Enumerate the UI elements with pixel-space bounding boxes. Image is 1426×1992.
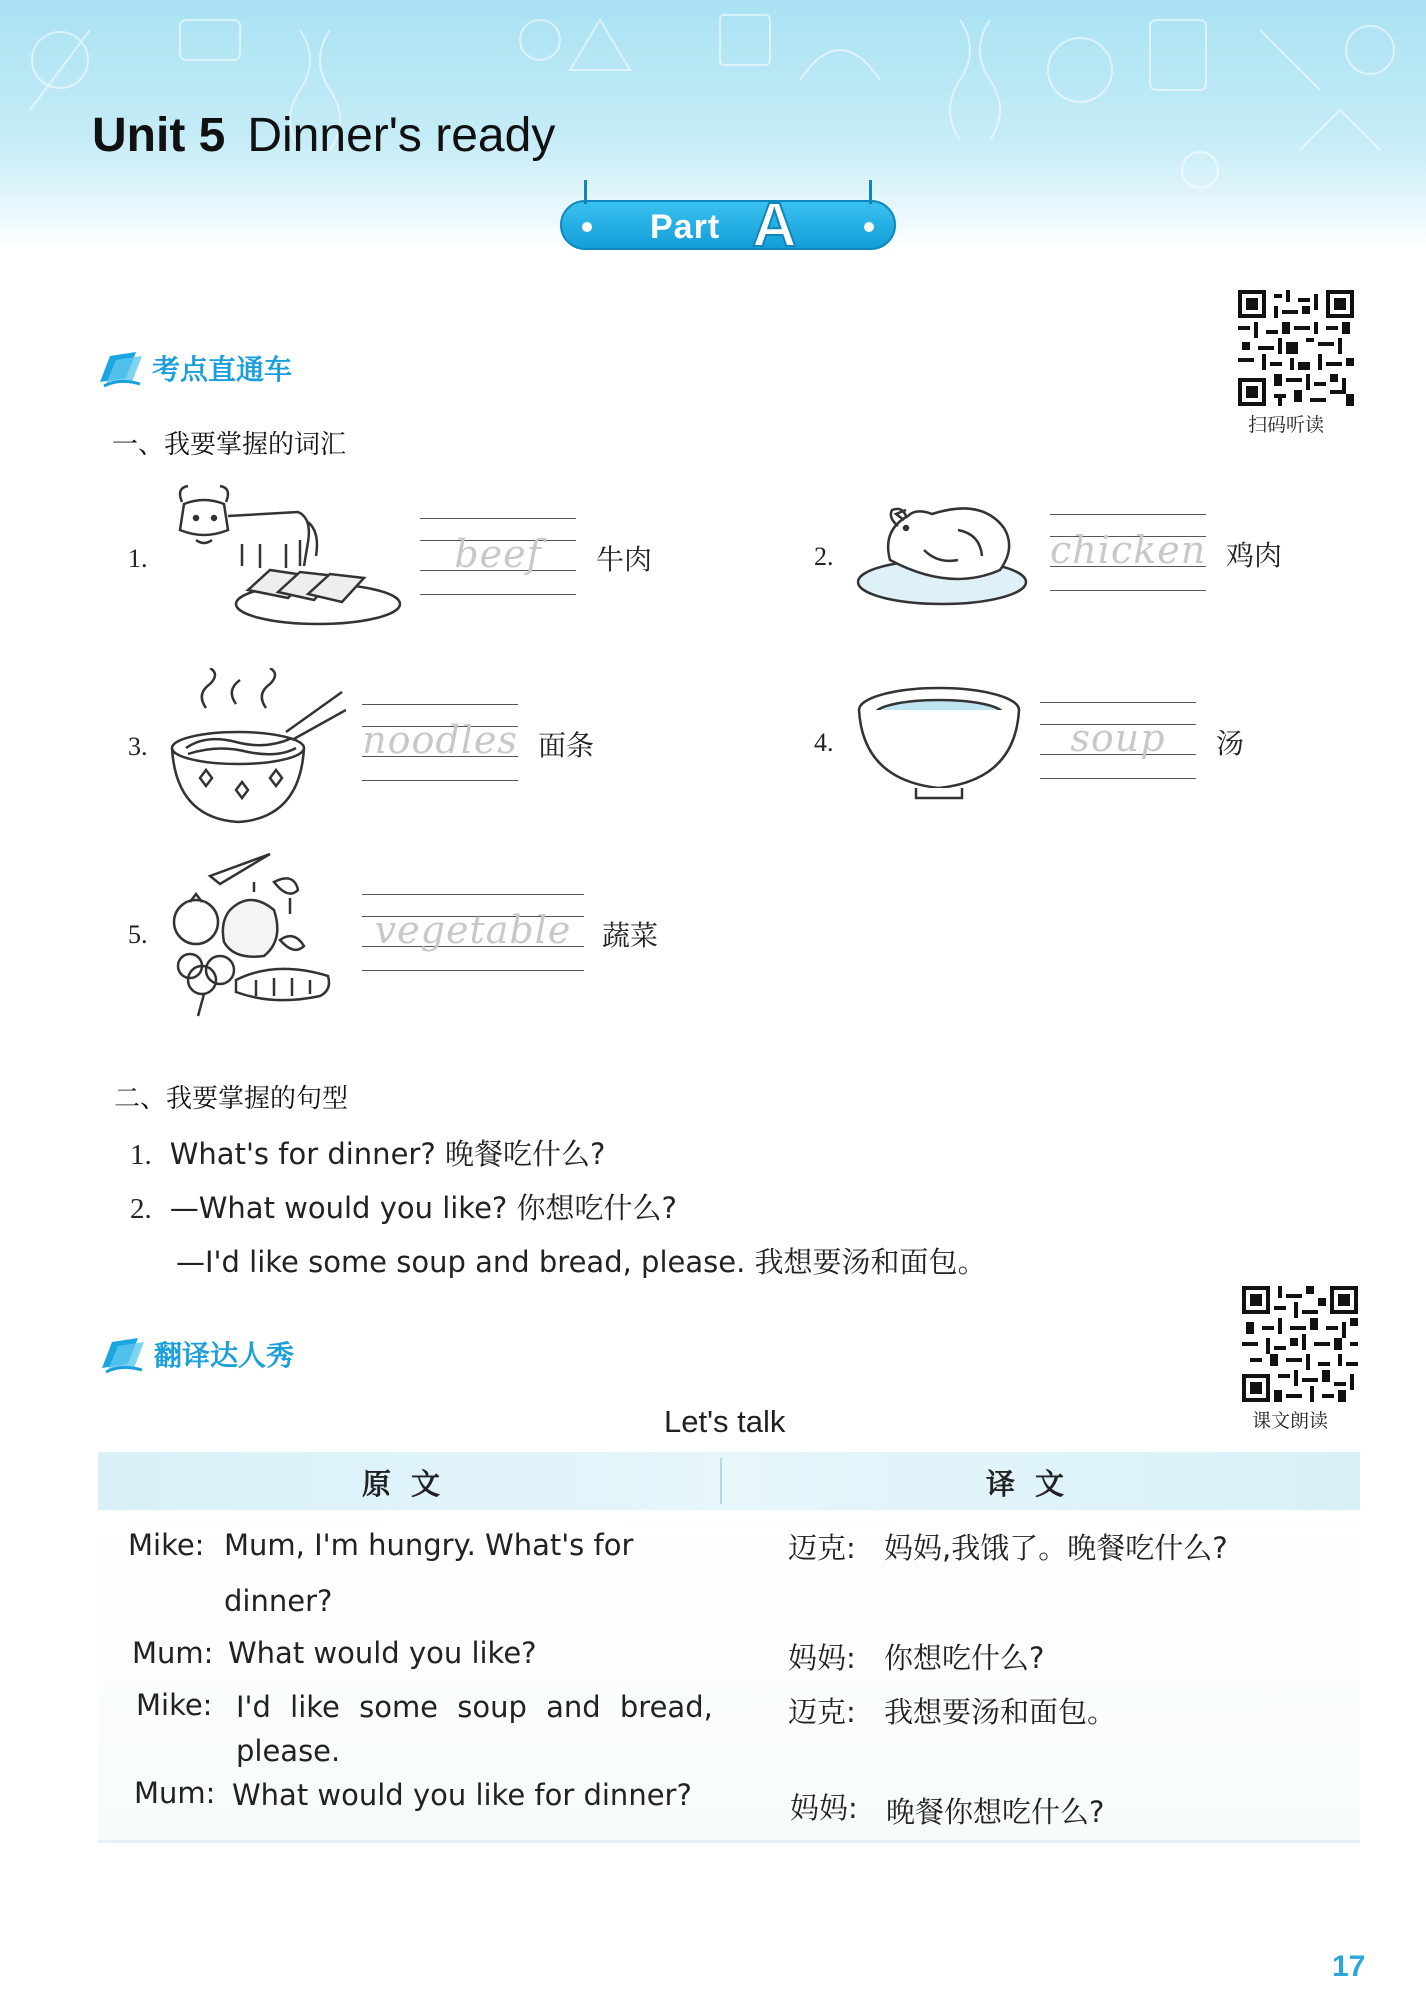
sentence-heading: 二、我要掌握的句型: [114, 1084, 349, 1114]
sentence-text: —What would you like? 你想吃什么?: [169, 1191, 677, 1225]
translation-speaker: 妈妈:: [790, 1791, 858, 1825]
vocab-number: 4.: [814, 728, 834, 757]
dialogue-line: What would you like for dinner?: [232, 1778, 692, 1812]
handwriting-lines: [1050, 514, 1206, 590]
dialogue-speaker: Mike:: [136, 1688, 213, 1722]
translation-speaker: 迈克:: [788, 1531, 856, 1565]
handwriting-lines: [362, 894, 584, 970]
badge-dot-left: [582, 222, 592, 232]
dialogue-speaker: Mum:: [132, 1636, 214, 1670]
translation-line: 我想要汤和面包。: [884, 1695, 1117, 1729]
dialogue-line: What would you like?: [228, 1636, 537, 1670]
vocab-word-noodles: noodles: [362, 718, 518, 762]
part-badge: [560, 191, 896, 260]
vocab-translation: 牛肉: [596, 543, 653, 576]
page-number: 17: [1332, 1950, 1366, 1983]
qr-caption-read-text: 课文朗读: [1252, 1410, 1329, 1432]
translation-line: 妈妈,我饿了。晚餐吃什么?: [884, 1531, 1228, 1565]
dialogue-line: Mum, I'm hungry. What's for: [224, 1528, 634, 1562]
hanger-left: [584, 180, 587, 204]
qr-code-icon[interactable]: [1238, 290, 1354, 406]
section-heading-translation: [98, 1334, 294, 1374]
dialogue-speaker: Mum:: [134, 1776, 216, 1810]
sentence-3: [176, 1240, 987, 1281]
dialogue-line: please.: [236, 1734, 341, 1768]
section-title: 翻译达人秀: [154, 1339, 295, 1372]
pen-icon: [98, 1334, 148, 1374]
translation-line: 晚餐你想吃什么?: [886, 1795, 1105, 1829]
vocab-translation: 鸡肉: [1226, 539, 1283, 572]
sentence-1: [130, 1132, 605, 1173]
unit-title: [92, 108, 555, 163]
talk-title: Let's talk: [664, 1404, 786, 1439]
vocab-translation: 面条: [538, 729, 595, 762]
column-translation: 译文: [986, 1467, 1085, 1501]
unit-name: Dinner's ready: [247, 109, 556, 162]
pen-icon: [96, 348, 146, 388]
soup-picture-icon: [856, 684, 1022, 802]
translation-speaker: 妈妈:: [788, 1641, 856, 1675]
sentence-2: [130, 1186, 677, 1227]
section-heading-key-points: [96, 348, 292, 388]
chicken-picture-icon: [854, 490, 1030, 610]
section-title: 考点直通车: [152, 353, 293, 386]
table-header: [98, 1452, 1360, 1510]
sentence-text: What's for dinner? 晚餐吃什么?: [169, 1137, 606, 1171]
column-divider: [720, 1458, 722, 1504]
vocab-number: 3.: [128, 732, 148, 761]
column-original: 原文: [362, 1467, 461, 1501]
handwriting-lines: [1040, 702, 1196, 778]
part-letter: A: [752, 191, 797, 260]
vocab-word-soup: soup: [1070, 716, 1166, 760]
vegetable-picture-icon: [170, 850, 342, 1020]
dialogue-line: dinner?: [224, 1584, 333, 1618]
sentence-number: 1.: [130, 1139, 152, 1171]
dialogue-line: I'd like some soup and bread,: [236, 1690, 713, 1724]
vocab-number: 5.: [128, 920, 148, 949]
table-bottom-rule: [98, 1840, 1360, 1843]
handwriting-lines: [420, 518, 576, 594]
vocab-word-chicken: chicken: [1050, 528, 1207, 572]
vocab-word-vegetable: vegetable: [374, 908, 572, 952]
dialogue-speaker: Mike:: [128, 1528, 205, 1562]
sentence-number: 2.: [130, 1193, 152, 1225]
sentence-text: —I'd like some soup and bread, please. 我想要汤和面包。: [176, 1245, 987, 1279]
badge-dot-right: [864, 222, 874, 232]
part-label: Part: [650, 208, 721, 246]
vocab-number: 1.: [128, 544, 148, 573]
vocab-heading: 一、我要掌握的词汇: [112, 430, 347, 460]
hanger-right: [869, 180, 872, 204]
unit-number: Unit 5: [92, 109, 226, 162]
qr-caption-listen: 扫码听读: [1248, 414, 1325, 436]
handwriting-lines: [362, 704, 518, 780]
beef-picture-icon: [168, 482, 408, 630]
vocab-translation: 蔬菜: [602, 919, 659, 952]
translation-speaker: 迈克:: [788, 1695, 856, 1729]
translation-line: 你想吃什么?: [884, 1641, 1045, 1675]
vocab-translation: 汤: [1216, 727, 1245, 760]
qr-code-icon[interactable]: [1242, 1286, 1358, 1402]
noodles-picture-icon: [166, 668, 346, 826]
vocab-word-beef: beef: [454, 532, 542, 576]
vocab-number: 2.: [814, 542, 834, 571]
